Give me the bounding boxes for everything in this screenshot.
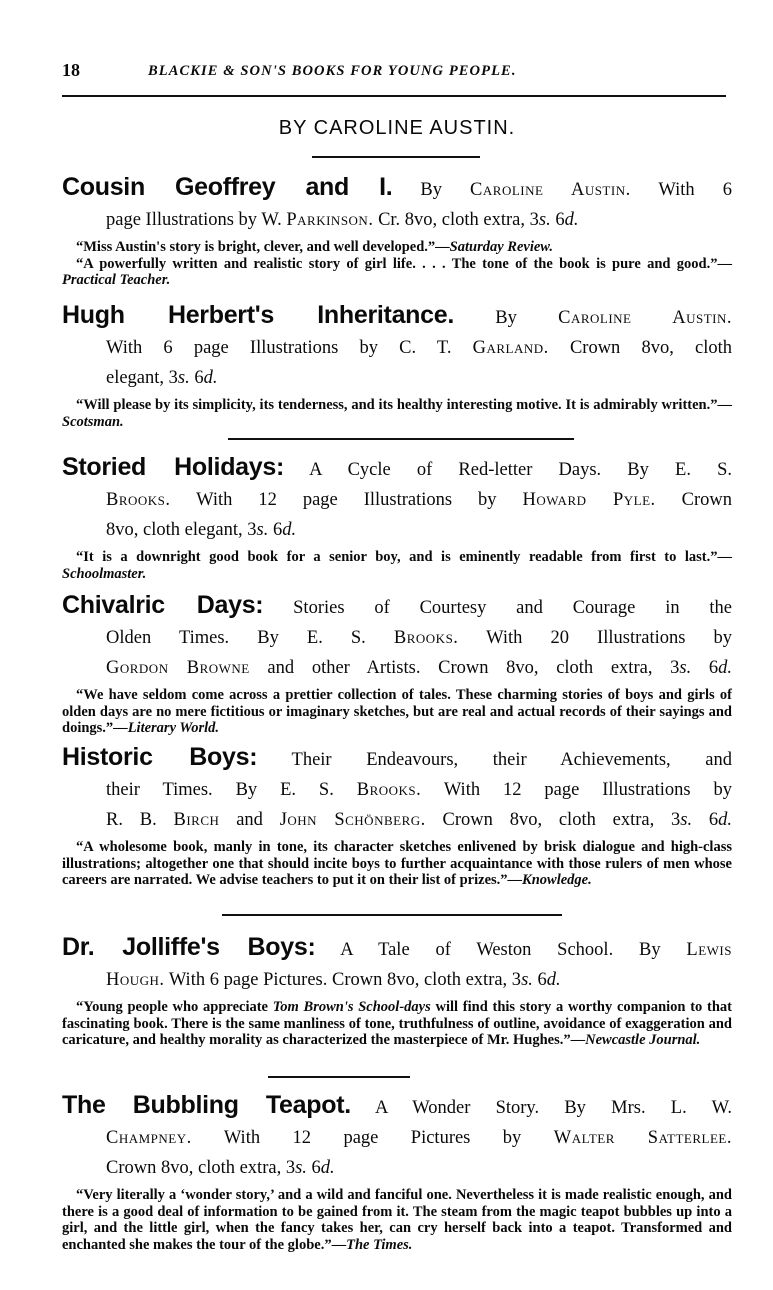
book-subtitle: A Wonder Story. By Mrs. L. W. (350, 1098, 732, 1118)
text: 6 (691, 658, 719, 678)
text: their Times. By E. S. (106, 780, 357, 800)
text: “Very literally a ‘wonder story,’ and a wild and fanciful one. Nevertheless it is made realistic enough, and there is a good deal of information to be gained from it. The steam from the magic teapot bubbles up into a girl, and the little girl, when the fancy takes her, can cry herself back into a teapot. Transformed and enchanted she makes the tour of the globe.”— (62, 1187, 732, 1253)
book-details (62, 805, 732, 835)
book-entry (62, 452, 732, 582)
book-subtitle: Stories of Courtesy and Courage in the (263, 598, 732, 618)
book-title: The Bubbling Teapot. (62, 1091, 351, 1119)
review-block (62, 687, 732, 737)
illustrator: Walter Satterlee. (553, 1128, 732, 1148)
author: Lewis (686, 940, 732, 960)
review-quote (62, 397, 732, 430)
text: 6 (550, 210, 565, 230)
text: Olden Times. By E. S. (106, 628, 394, 648)
text: By (454, 308, 559, 328)
text: R. B. (106, 810, 174, 830)
author: Caroline Austin. (558, 308, 732, 328)
text: “A powerfully written and realistic story of girl life. . . . The tone of the book is pure and good.”— (76, 255, 732, 272)
text: will find this story a worthy companion to that fascinating book. There is the same manliness of tone, truthfulness of outline, avoidance of exaggeration and caricature, and healthy morality as characterized the masterpiece of Mr. Hughes.”— (62, 999, 732, 1048)
illustrator: Howard Pyle. (522, 490, 656, 510)
review-quote (62, 999, 732, 1049)
review-block (62, 549, 732, 582)
text: “We have seldom come across a prettier collection of tales. These charming stories of boys and girls of olden days are no mere fictitious or imaginary sketches, but are real and actual records of their sayings and doings.”— (62, 687, 732, 736)
book-details (62, 775, 732, 805)
review-source: Scotsman. (62, 413, 124, 430)
price-shillings: s. (256, 520, 269, 540)
text: With 20 Illustrations by (458, 628, 733, 648)
text: “Miss Austin's story is bright, clever, and well developed.”— (76, 239, 450, 255)
text: With 12 page Pictures by (191, 1128, 554, 1148)
review-quote (62, 687, 732, 737)
review-source: The Times. (346, 1236, 413, 1253)
text: and (219, 810, 280, 830)
text: and other Artists. Crown 8vo, cloth extra, 3 (249, 658, 680, 678)
cited-title: Tom Brown's School-days (272, 999, 431, 1015)
price-shillings: s. (538, 210, 551, 230)
book-subtitle: Their Endeavours, their Achievements, and (257, 750, 732, 770)
review-source: Literary World. (127, 720, 219, 736)
header-rule (62, 95, 726, 97)
review-quote (62, 1187, 732, 1253)
author: Champney. (106, 1128, 192, 1148)
review-source: Knowledge. (522, 872, 592, 888)
book-details (62, 965, 732, 995)
price-shillings: s. (177, 368, 190, 388)
author: Caroline Austin. (470, 180, 631, 200)
text: 6 (692, 810, 719, 830)
book-subtitle: A Tale of Weston School. By (315, 940, 687, 960)
price-pence: d. (718, 810, 733, 830)
illustrator: Parkinson. (286, 210, 374, 230)
book-entry (62, 590, 732, 737)
book-title: Chivalric Days: (62, 591, 264, 619)
book-entry (62, 300, 732, 430)
book-details (62, 333, 732, 363)
author: Brooks. (106, 490, 171, 510)
review-block (62, 839, 732, 889)
text: Crown 8vo, cloth extra, 3 (425, 810, 681, 830)
price-pence: d. (282, 520, 297, 540)
book-title: Hugh Herbert's Inheritance. (62, 301, 454, 329)
author: Brooks. (356, 780, 422, 800)
review-source: Saturday Review. (449, 239, 554, 255)
illustrator: John Schönberg. (279, 810, 426, 830)
text: Crown 8vo, cloth extra, 3 (106, 1158, 296, 1178)
text: With 12 page Illustrations by (170, 490, 523, 510)
book-details (62, 1153, 732, 1183)
book-details (62, 515, 732, 545)
text: Cr. 8vo, cloth extra, 3 (373, 210, 539, 230)
book-details (62, 623, 732, 653)
book-entry (62, 1090, 732, 1253)
book-entry (62, 172, 732, 289)
price-pence: d. (203, 368, 218, 388)
book-title: Dr. Jolliffe's Boys: (62, 933, 316, 961)
price-shillings: s. (680, 810, 693, 830)
review-source: Schoolmaster. (62, 565, 147, 582)
section-heading: BY CAROLINE AUSTIN. (278, 117, 516, 139)
review-source: Newcastle Journal. (585, 1032, 701, 1048)
entry-divider (228, 438, 574, 440)
price-shillings: s. (521, 970, 533, 990)
text: With 12 page Illustrations by (421, 780, 732, 800)
price-pence: d. (718, 658, 732, 678)
text: elegant, 3 (106, 368, 178, 388)
illustrator: Birch (173, 810, 220, 830)
text: Crown 8vo, cloth (548, 338, 732, 358)
book-details (62, 363, 732, 393)
price-shillings: s. (679, 658, 692, 678)
book-details (62, 205, 732, 235)
book-details (62, 653, 732, 683)
price-shillings: s. (295, 1158, 307, 1178)
book-title: Historic Boys: (62, 743, 258, 771)
book-entry (62, 932, 732, 1049)
review-quote (62, 839, 732, 889)
text: With 6 (630, 180, 732, 200)
text: With 6 page Illustrations by C. T. (106, 338, 473, 358)
book-subtitle: A Cycle of Red-letter Days. By E. S. (284, 460, 732, 480)
illustrator: Garland. (472, 338, 549, 358)
text: “A wholesome book, manly in tone, its character sketches enlivened by brisk dialogue and high-class illustrations; altogether one that should incite boys to further acquaintance with those rulers of men whose careers are narrated. We advise teachers to put it on their list of prizes.”— (62, 839, 732, 888)
text: 6 (268, 520, 283, 540)
author: Brooks. (393, 628, 459, 648)
text: “Will please by its simplicity, its tenderness, and its healthy interesting motive. It is admirably written.”— (76, 397, 732, 413)
price-pence: d. (564, 210, 579, 230)
book-title: Cousin Geoffrey and I. (62, 173, 393, 201)
book-details (62, 1123, 732, 1153)
text: By (392, 180, 471, 200)
text: Crown (655, 490, 732, 510)
running-title: BLACKIE & SON'S BOOKS FOR YOUNG PEOPLE. (148, 63, 517, 79)
review-block (62, 1187, 732, 1253)
review-block (62, 397, 732, 430)
illustrator: Gordon Browne (106, 658, 250, 678)
text: 6 (189, 368, 204, 388)
text: “Young people who appreciate (76, 999, 273, 1015)
entry-divider (268, 1076, 410, 1078)
text: “It is a downright good book for a senior boy, and is eminently readable from first to last.”— (76, 549, 732, 565)
review-block (62, 999, 732, 1049)
review-block (62, 239, 732, 289)
page-header (62, 60, 732, 84)
text: 8vo, cloth elegant, 3 (106, 520, 257, 540)
text: With 6 page Pictures. Crown 8vo, cloth extra, 3 (164, 970, 522, 990)
review-source: Practical Teacher. (62, 272, 171, 288)
book-entry (62, 742, 732, 889)
review-quote (62, 549, 732, 582)
book-details (62, 485, 732, 515)
text: page Illustrations by W. (106, 210, 287, 230)
text: 6 (306, 1158, 321, 1178)
price-pence: d. (320, 1158, 335, 1178)
entry-divider (222, 914, 562, 916)
author: Hough. (106, 970, 165, 990)
review-quote (62, 239, 732, 256)
page-number: 18 (62, 60, 80, 80)
book-title: Storied Holidays: (62, 453, 284, 481)
text: 6 (532, 970, 547, 990)
price-pence: d. (546, 970, 561, 990)
review-quote (62, 256, 732, 289)
section-divider (312, 156, 480, 158)
